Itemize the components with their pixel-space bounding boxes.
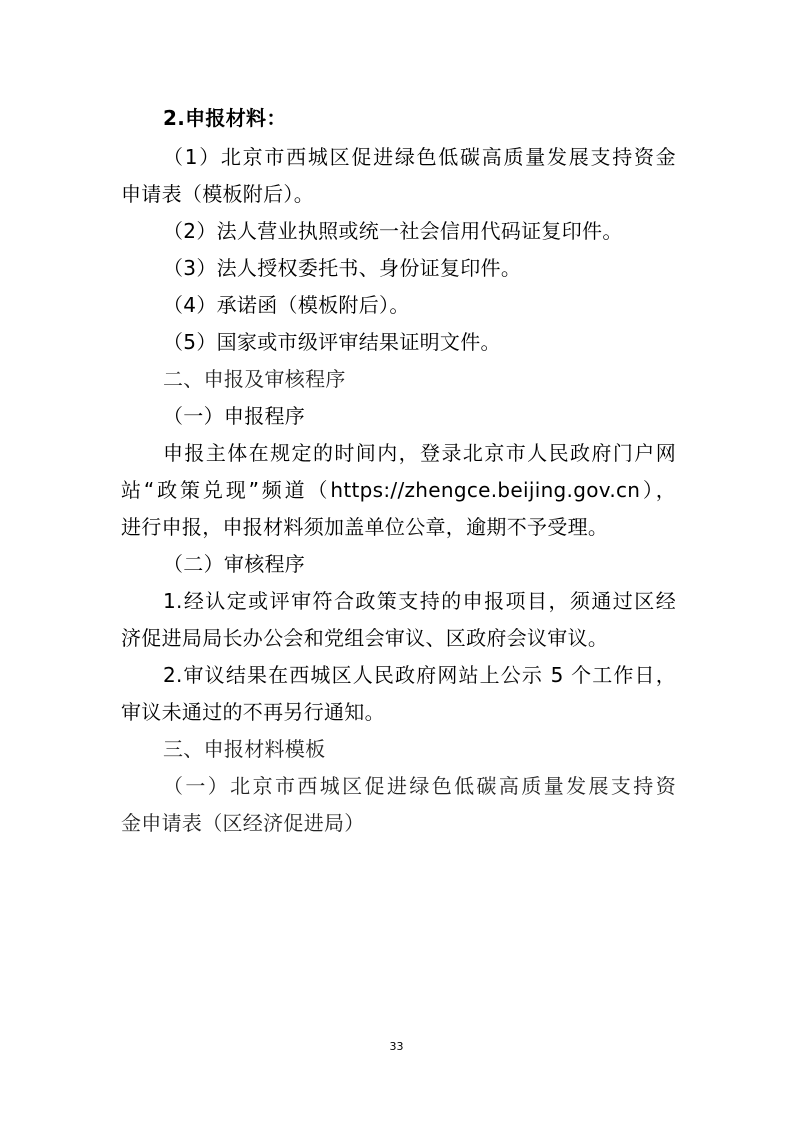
paragraph-line: 站“政策兑现”频道（https://zhengce.beijing.gov.cn）， [121,478,676,502]
list-item: （5）国家或市级评审结果证明文件。 [163,330,501,354]
paragraph-line: （1）北京市西城区促进绿色低碳高质量发展支持资金 [163,145,676,169]
paragraph-line: 申报主体在规定的时间内，登录北京市人民政府门户网 [163,441,676,465]
paragraph-line: 金申请表（区经济促进局） [121,811,365,835]
paragraph-line: 进行申报，申报材料须加盖单位公章，逾期不予受理。 [121,515,609,539]
paragraph-line: 2.审议结果在西城区人民政府网站上公示 5 个工作日， [163,663,676,687]
list-item: （4）承诺函（模板附后）。 [163,293,410,317]
paragraph-line: （一）北京市西城区促进绿色低碳高质量发展支持资 [163,774,676,798]
subsection-heading: （二）审核程序 [163,552,306,576]
list-item: （3）法人授权委托书、身份证复印件。 [163,256,522,280]
section-heading-materials: 2.申报材料： [163,106,287,130]
paragraph-line: 1.经认定或评审符合政策支持的申报项目，须通过区经 [163,589,676,613]
subsection-heading: （一）申报程序 [163,404,306,428]
paragraph-line: 审议未通过的不再另行通知。 [121,700,385,724]
paragraph-line: 申请表（模板附后）。 [121,182,314,206]
paragraph-line: 济促进局局长办公会和党组会审议、区政府会议审议。 [121,626,609,650]
section-heading-templates: 三、申报材料模板 [163,737,326,761]
page-number: 33 [389,1040,404,1053]
section-heading-procedure: 二、申报及审核程序 [163,367,346,391]
list-item: （2）法人营业执照或统一社会信用代码证复印件。 [163,219,623,243]
